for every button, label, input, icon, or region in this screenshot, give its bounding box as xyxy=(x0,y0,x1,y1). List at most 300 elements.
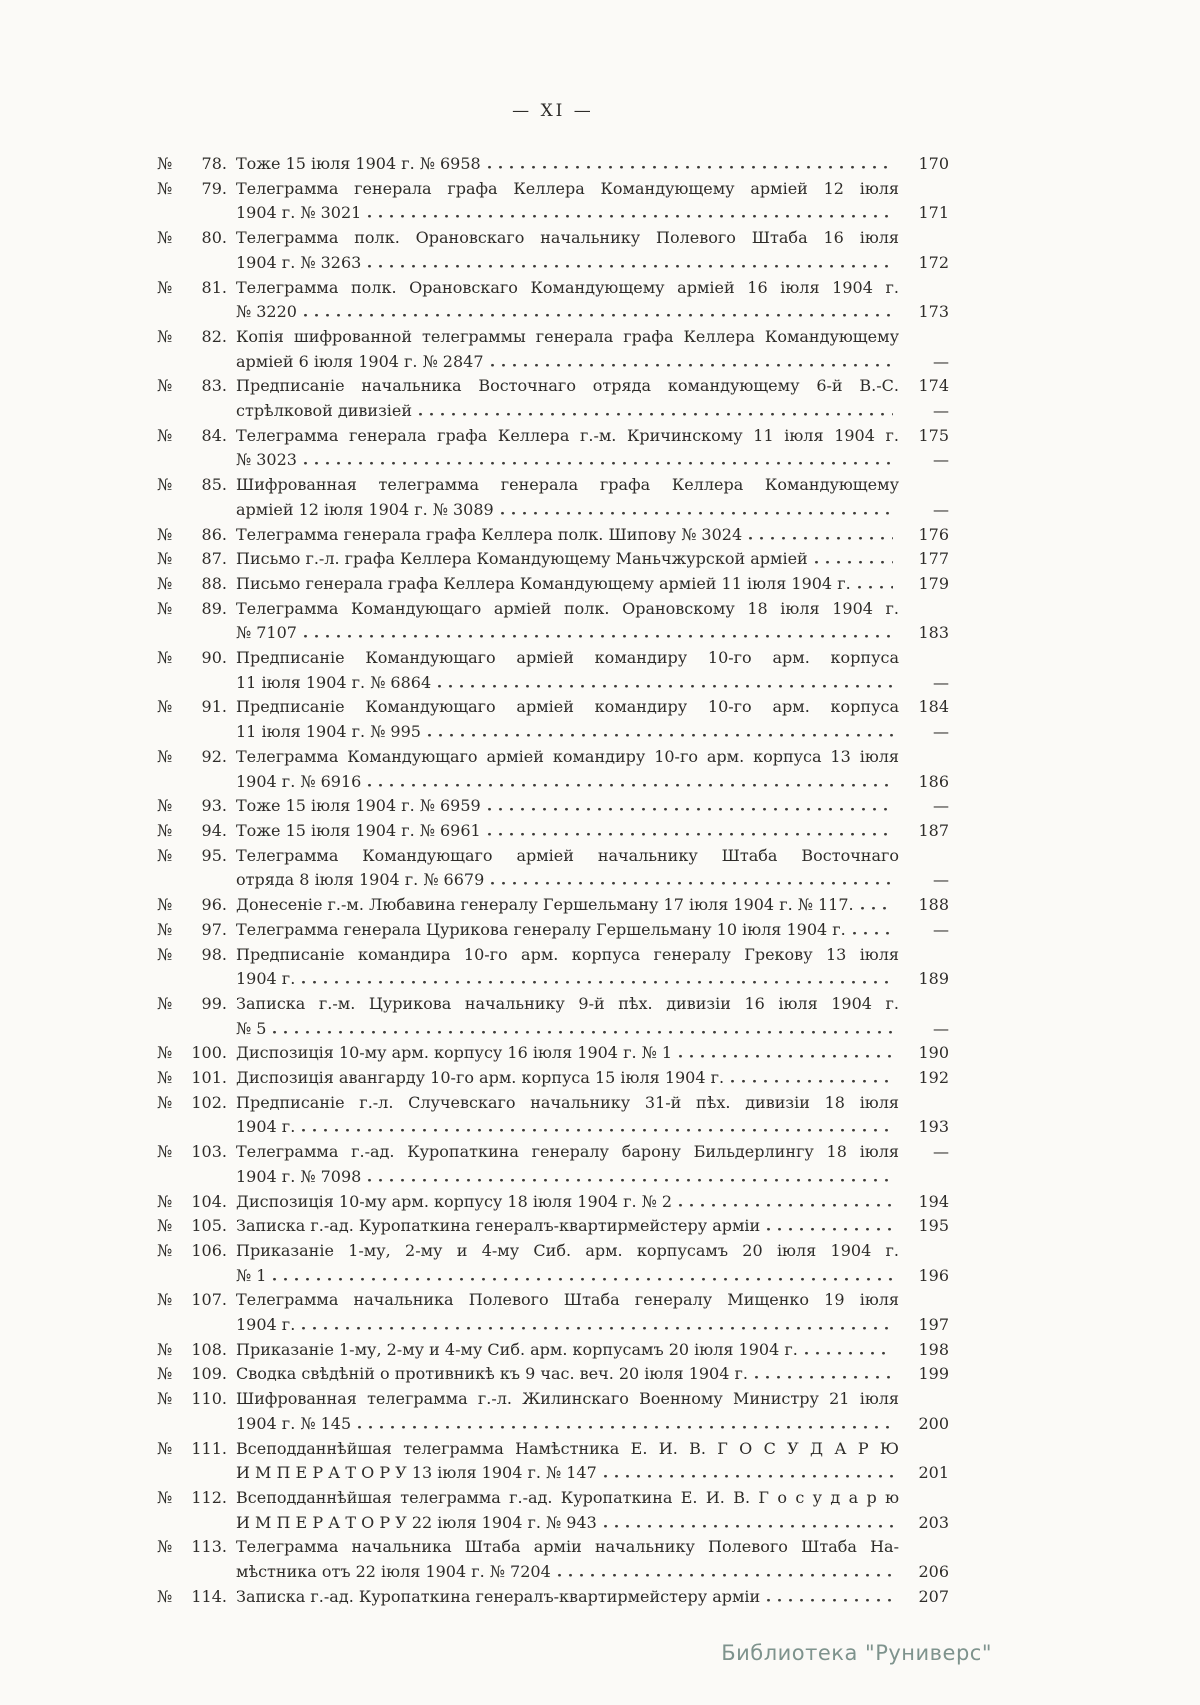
page-number: — xyxy=(933,499,949,519)
toc-line xyxy=(157,1115,949,1140)
toc-line xyxy=(157,967,949,992)
entry-number xyxy=(157,1437,227,1462)
dot-leader xyxy=(861,906,893,910)
entry-text: № 3023 xyxy=(236,450,297,470)
page-number: 186 xyxy=(918,771,949,791)
entry-text: арміей 12 іюля 1904 г. № 3089 xyxy=(236,499,494,519)
entry-text: Письмо генерала графа Келлера Командующему арміей 11 іюля 1904 г. xyxy=(236,573,851,593)
dot-leader xyxy=(273,1277,893,1281)
toc-line xyxy=(157,918,949,943)
entry-number xyxy=(157,1535,227,1560)
dot-leader xyxy=(488,832,893,836)
toc-entry xyxy=(157,177,949,226)
entry-text: Тоже 15 іюля 1904 г. № 6959 xyxy=(236,796,481,816)
entry-number xyxy=(157,276,227,301)
entry-number-value: 111. xyxy=(191,1438,227,1458)
entry-number xyxy=(157,547,227,572)
toc-entry xyxy=(157,745,949,794)
entry-text: Телеграмма генерала графа Келлера Командующему арміей 12 іюля xyxy=(236,178,899,198)
entry-number xyxy=(157,992,227,1017)
entry-number-value: 106. xyxy=(191,1240,227,1260)
page-number: 188 xyxy=(918,895,949,915)
entry-text: Диспозиція 10-му арм. корпусу 16 іюля 1904 г. № 1 xyxy=(236,1043,673,1063)
toc-line xyxy=(157,226,949,251)
dot-leader xyxy=(679,1203,893,1207)
entry-number-value: 112. xyxy=(191,1487,227,1507)
toc-line xyxy=(157,1041,949,1066)
numero-sign: № xyxy=(157,598,173,618)
toc-line xyxy=(157,646,949,671)
entry-number-value: 105. xyxy=(191,1216,227,1236)
entry-text: Предписаніе Командующаго арміей командиру 10-го арм. корпуса xyxy=(236,697,899,717)
entry-number-value: 97. xyxy=(201,919,227,939)
toc-line xyxy=(157,325,949,350)
page-number: 194 xyxy=(918,1191,949,1211)
entry-number xyxy=(157,325,227,350)
toc-line xyxy=(157,177,949,202)
entry-text: отряда 8 іюля 1904 г. № 6679 xyxy=(236,870,485,890)
entry-text: Телеграмма г.-ад. Куропаткина генералу барону Бильдерлингу 18 іюля xyxy=(236,1142,899,1162)
page-number: — xyxy=(933,722,949,742)
entry-number xyxy=(157,1091,227,1116)
entry-text: Диспозиція авангарду 10-го арм. корпуса 15 іюля 1904 г. xyxy=(236,1068,725,1088)
toc-entry xyxy=(157,276,949,325)
entry-number xyxy=(157,819,227,844)
entry-text: Письмо г.-л. графа Келлера Командующему Маньчжурской арміей xyxy=(236,549,808,569)
page-number: 173 xyxy=(918,302,949,322)
toc-entry xyxy=(157,597,949,646)
entry-number xyxy=(157,152,227,177)
entry-text: 1904 г. xyxy=(236,969,296,989)
entry-text: № 3220 xyxy=(236,302,297,322)
entry-text: Телеграмма генерала графа Келлера г.-м. Кричинскому 11 іюля 1904 г. xyxy=(236,425,899,445)
toc-line xyxy=(157,424,949,449)
page-number: 190 xyxy=(918,1043,949,1063)
toc-line xyxy=(157,1437,949,1462)
page-number: 175 xyxy=(918,425,949,445)
entry-text: Всеподданнѣйшая телеграмма Намѣстника Е. И. В. Г О С У Д А Р Ю xyxy=(236,1438,899,1458)
page-number: 200 xyxy=(918,1413,949,1433)
toc-line xyxy=(157,251,949,276)
dot-leader xyxy=(358,1425,893,1429)
entry-number xyxy=(157,745,227,770)
numero-sign: № xyxy=(157,1339,173,1359)
page-number: — xyxy=(933,1142,949,1162)
toc-entry xyxy=(157,1066,949,1091)
toc-line xyxy=(157,1313,949,1338)
toc-line xyxy=(157,498,949,523)
entry-text: Телеграмма Командующаго арміей полк. Орановскому 18 іюля 1904 г. xyxy=(236,598,899,618)
table-of-contents xyxy=(157,152,949,1609)
toc-line xyxy=(157,1412,949,1437)
entry-text: Записка г.-ад. Куропаткина генералъ-квартирмейстеру арміи xyxy=(236,1216,761,1236)
entry-text: 1904 г. № 6916 xyxy=(236,771,362,791)
dot-leader xyxy=(273,1030,893,1034)
dot-leader xyxy=(767,1227,893,1231)
dot-leader xyxy=(853,931,893,935)
entry-text: 11 іюля 1904 г. № 995 xyxy=(236,722,421,742)
toc-line xyxy=(157,720,949,745)
numero-sign: № xyxy=(157,154,173,173)
toc-line xyxy=(157,1017,949,1042)
page-number: 170 xyxy=(918,154,949,173)
dot-leader xyxy=(368,214,893,218)
numero-sign: № xyxy=(157,1240,173,1260)
entry-number xyxy=(157,893,227,918)
entry-text: № 1 xyxy=(236,1265,267,1285)
dot-leader xyxy=(858,585,893,589)
toc-line xyxy=(157,572,949,597)
dot-leader xyxy=(604,1474,893,1478)
toc-line xyxy=(157,1535,949,1560)
entry-number-value: 108. xyxy=(191,1339,227,1359)
page-number: 196 xyxy=(918,1265,949,1285)
entry-number-value: 101. xyxy=(191,1068,227,1088)
numero-sign: № xyxy=(157,475,173,495)
toc-line xyxy=(157,1239,949,1264)
entry-text: Тоже 15 іюля 1904 г. № 6958 xyxy=(236,154,481,173)
entry-number xyxy=(157,597,227,622)
page-number: 177 xyxy=(918,549,949,569)
entry-text: Предписаніе начальника Восточнаго отряда командующему 6-й В.-С. xyxy=(236,376,899,396)
page-number: 189 xyxy=(918,969,949,989)
numero-sign: № xyxy=(157,524,173,544)
entry-number-value: 103. xyxy=(191,1142,227,1162)
numero-sign: № xyxy=(157,1043,173,1063)
page-number: 199 xyxy=(918,1364,949,1384)
dot-leader xyxy=(767,1598,893,1602)
toc-entry xyxy=(157,1091,949,1140)
entry-number-value: 107. xyxy=(191,1290,227,1310)
entry-text: стрѣлковой дивизіей xyxy=(236,401,413,421)
entry-number-value: 89. xyxy=(201,598,227,618)
entry-number xyxy=(157,918,227,943)
entry-number xyxy=(157,226,227,251)
page-number: 201 xyxy=(918,1463,949,1483)
dot-leader xyxy=(755,1375,893,1379)
dot-leader xyxy=(304,461,893,465)
toc-line xyxy=(157,374,949,399)
entry-number-value: 95. xyxy=(201,845,227,865)
entry-text: Предписаніе Командующаго арміей командиру 10-го арм. корпуса xyxy=(236,648,899,668)
toc-entry xyxy=(157,1214,949,1239)
toc-line xyxy=(157,1066,949,1091)
dot-leader xyxy=(731,1079,893,1083)
toc-entry xyxy=(157,893,949,918)
toc-entry xyxy=(157,1041,949,1066)
entry-number xyxy=(157,1486,227,1511)
entry-text: Телеграмма полк. Орановскаго Командующему арміей 16 іюля 1904 г. xyxy=(236,277,899,297)
page-number: 203 xyxy=(918,1512,949,1532)
toc-line xyxy=(157,473,949,498)
toc-line xyxy=(157,1190,949,1215)
entry-number-value: 113. xyxy=(191,1537,227,1557)
entry-number xyxy=(157,1288,227,1313)
entry-number xyxy=(157,1041,227,1066)
page-number: 187 xyxy=(918,820,949,840)
dot-leader xyxy=(815,560,893,564)
numero-sign: № xyxy=(157,425,173,445)
entry-number xyxy=(157,1585,227,1610)
toc-line xyxy=(157,1091,949,1116)
numero-sign: № xyxy=(157,697,173,717)
dot-leader xyxy=(438,684,893,688)
entry-text: 11 іюля 1904 г. № 6864 xyxy=(236,672,432,692)
entry-text: мѣстника отъ 22 іюля 1904 г. № 7204 xyxy=(236,1562,551,1582)
numero-sign: № xyxy=(157,746,173,766)
entry-number xyxy=(157,1387,227,1412)
numero-sign: № xyxy=(157,1389,173,1409)
numero-sign: № xyxy=(157,1191,173,1211)
toc-entry xyxy=(157,794,949,819)
numero-sign: № xyxy=(157,944,173,964)
dot-leader xyxy=(304,313,893,317)
entry-number-value: 96. xyxy=(201,895,227,915)
page-number: 176 xyxy=(918,524,949,544)
page-number: 197 xyxy=(918,1315,949,1335)
page-number: 174 xyxy=(918,376,949,396)
numero-sign: № xyxy=(157,820,173,840)
entry-text: Телеграмма генерала графа Келлера полк. Шипову № 3024 xyxy=(236,524,743,544)
entry-number xyxy=(157,943,227,968)
entry-number xyxy=(157,695,227,720)
numero-sign: № xyxy=(157,573,173,593)
entry-text: 1904 г. № 3263 xyxy=(236,252,362,272)
toc-line xyxy=(157,1338,949,1363)
toc-entry xyxy=(157,1140,949,1189)
page-number: — xyxy=(933,919,949,939)
entry-text: Телеграмма начальника Полевого Штаба генералу Мищенко 19 іюля xyxy=(236,1290,899,1310)
toc-line xyxy=(157,992,949,1017)
entry-text: Диспозиція 10-му арм. корпусу 18 іюля 1904 г. № 2 xyxy=(236,1191,673,1211)
page-number: 184 xyxy=(918,697,949,717)
entry-number xyxy=(157,523,227,548)
page-number: 206 xyxy=(918,1562,949,1582)
numero-sign: № xyxy=(157,1068,173,1088)
toc-line xyxy=(157,1165,949,1190)
entry-number-value: 91. xyxy=(201,697,227,717)
page-number-header: — XI — xyxy=(512,101,594,121)
toc-line xyxy=(157,819,949,844)
entry-number-value: 102. xyxy=(191,1092,227,1112)
dot-leader xyxy=(368,264,893,268)
numero-sign: № xyxy=(157,1142,173,1162)
entry-number xyxy=(157,1214,227,1239)
numero-sign: № xyxy=(157,1364,173,1384)
entry-text: Телеграмма Командующаго арміей начальнику Штаба Восточнаго xyxy=(236,845,899,865)
toc-line xyxy=(157,597,949,622)
page-number: 207 xyxy=(918,1586,949,1606)
numero-sign: № xyxy=(157,1216,173,1236)
toc-line xyxy=(157,201,949,226)
page-number: 183 xyxy=(918,623,949,643)
toc-line xyxy=(157,399,949,424)
entry-number-value: 109. xyxy=(191,1364,227,1384)
entry-number-value: 94. xyxy=(201,820,227,840)
entry-text: 1904 г. xyxy=(236,1315,296,1335)
entry-number xyxy=(157,794,227,819)
toc-line xyxy=(157,350,949,375)
entry-number-value: 78. xyxy=(201,154,227,173)
toc-entry xyxy=(157,152,949,177)
entry-text: Копія шифрованной телеграммы генерала графа Келлера Командующему xyxy=(236,326,899,346)
entry-number xyxy=(157,1338,227,1363)
dot-leader xyxy=(419,412,893,416)
page-number: — xyxy=(933,672,949,692)
entry-text: Сводка свѣдѣній о противникѣ къ 9 час. веч. 20 іюля 1904 г. xyxy=(236,1364,748,1384)
page-number: — xyxy=(933,450,949,470)
entry-number xyxy=(157,374,227,399)
toc-line xyxy=(157,152,949,177)
entry-number-value: 88. xyxy=(201,573,227,593)
entry-number xyxy=(157,572,227,597)
toc-line xyxy=(157,844,949,869)
entry-text: арміей 6 іюля 1904 г. № 2847 xyxy=(236,351,484,371)
toc-line xyxy=(157,621,949,646)
numero-sign: № xyxy=(157,1487,173,1507)
toc-line xyxy=(157,1461,949,1486)
toc-line xyxy=(157,943,949,968)
toc-line xyxy=(157,1362,949,1387)
toc-entry xyxy=(157,1535,949,1584)
entry-text: Телеграмма начальника Штаба арміи начальнику Полевого Штаба На- xyxy=(236,1537,899,1557)
toc-entry xyxy=(157,695,949,744)
entry-text: Приказаніе 1-му, 2-му и 4-му Сиб. арм. корпусамъ 20 іюля 1904 г. xyxy=(236,1240,899,1260)
entry-text: Предписаніе г.-л. Случевскаго начальнику 31-й пѣх. дивизіи 18 іюля xyxy=(236,1092,899,1112)
dot-leader xyxy=(488,807,893,811)
entry-number-value: 83. xyxy=(201,376,227,396)
page-number: 195 xyxy=(918,1216,949,1236)
toc-entry xyxy=(157,572,949,597)
entry-number xyxy=(157,1362,227,1387)
entry-number-value: 114. xyxy=(191,1586,227,1606)
numero-sign: № xyxy=(157,845,173,865)
entry-number-value: 100. xyxy=(191,1043,227,1063)
toc-line xyxy=(157,671,949,696)
toc-entry xyxy=(157,473,949,522)
toc-line xyxy=(157,695,949,720)
toc-entry xyxy=(157,1338,949,1363)
entry-text: Телеграмма полк. Орановскаго начальнику Полевого Штаба 16 іюля xyxy=(236,228,899,248)
entry-number xyxy=(157,844,227,869)
numero-sign: № xyxy=(157,228,173,248)
numero-sign: № xyxy=(157,1586,173,1606)
toc-entry xyxy=(157,424,949,473)
toc-line xyxy=(157,448,949,473)
numero-sign: № xyxy=(157,1537,173,1557)
toc-line xyxy=(157,1585,949,1610)
entry-text: 1904 г. № 7098 xyxy=(236,1166,362,1186)
entry-number-value: 82. xyxy=(201,326,227,346)
numero-sign: № xyxy=(157,549,173,569)
numero-sign: № xyxy=(157,326,173,346)
toc-entry xyxy=(157,646,949,695)
entry-number-value: 80. xyxy=(201,228,227,248)
toc-entry xyxy=(157,523,949,548)
entry-number-value: 90. xyxy=(201,648,227,668)
page-number: 179 xyxy=(918,573,949,593)
toc-line xyxy=(157,523,949,548)
entry-text: Записка г.-м. Цурикова начальнику 9-й пѣх. дивизіи 16 іюля 1904 г. xyxy=(236,993,899,1013)
toc-line xyxy=(157,1264,949,1289)
entry-number xyxy=(157,646,227,671)
entry-text: Телеграмма Командующаго арміей командиру 10-го арм. корпуса 13 іюля xyxy=(236,746,899,766)
toc-line xyxy=(157,1486,949,1511)
page-number: 192 xyxy=(918,1068,949,1088)
dot-leader xyxy=(501,511,893,515)
numero-sign: № xyxy=(157,1290,173,1310)
dot-leader xyxy=(749,536,893,540)
entry-text: Шифрованная телеграмма г.-л. Жилинскаго Военному Министру 21 іюля xyxy=(236,1389,899,1409)
toc-line xyxy=(157,1511,949,1536)
entry-text: Телеграмма генерала Цурикова генералу Гершельману 10 іюля 1904 г. xyxy=(236,919,846,939)
entry-text: И М П Е Р А Т О Р У 22 іюля 1904 г. № 943 xyxy=(236,1512,597,1532)
numero-sign: № xyxy=(157,919,173,939)
page-number: — xyxy=(933,401,949,421)
toc-entry xyxy=(157,819,949,844)
page-number: 198 xyxy=(918,1339,949,1359)
entry-number-value: 85. xyxy=(201,475,227,495)
page-number: — xyxy=(933,870,949,890)
entry-number-value: 110. xyxy=(191,1389,227,1409)
entry-text: 1904 г. № 3021 xyxy=(236,203,362,223)
toc-line xyxy=(157,868,949,893)
page-number: 171 xyxy=(918,203,949,223)
toc-entry xyxy=(157,1239,949,1288)
toc-entry xyxy=(157,1288,949,1337)
dot-leader xyxy=(558,1573,893,1577)
entry-number xyxy=(157,1066,227,1091)
entry-text: Записка г.-ад. Куропаткина генералъ-квартирмейстеру арміи xyxy=(236,1586,761,1606)
toc-entry xyxy=(157,1585,949,1610)
entry-number-value: 86. xyxy=(201,524,227,544)
toc-line xyxy=(157,1214,949,1239)
dot-leader xyxy=(491,363,893,367)
entry-text: Всеподданнѣйшая телеграмма г.-ад. Куропаткина Е. И. В. Г о с у д а р ю xyxy=(236,1487,899,1507)
toc-line xyxy=(157,770,949,795)
toc-line xyxy=(157,1560,949,1585)
entry-number xyxy=(157,1140,227,1165)
numero-sign: № xyxy=(157,178,173,198)
entry-text: И М П Е Р А Т О Р У 13 іюля 1904 г. № 147 xyxy=(236,1463,597,1483)
toc-entry xyxy=(157,1362,949,1387)
toc-entry xyxy=(157,844,949,893)
toc-entry xyxy=(157,226,949,275)
entry-number-value: 93. xyxy=(201,796,227,816)
dot-leader xyxy=(368,1178,893,1182)
entry-number xyxy=(157,473,227,498)
toc-line xyxy=(157,794,949,819)
numero-sign: № xyxy=(157,1092,173,1112)
entry-text: Тоже 15 іюля 1904 г. № 6961 xyxy=(236,820,481,840)
numero-sign: № xyxy=(157,648,173,668)
toc-entry xyxy=(157,547,949,572)
toc-entry xyxy=(157,992,949,1041)
numero-sign: № xyxy=(157,277,173,297)
entry-text: 1904 г. xyxy=(236,1117,296,1137)
entry-number xyxy=(157,424,227,449)
dot-leader xyxy=(368,783,893,787)
entry-number-value: 98. xyxy=(201,944,227,964)
entry-number-value: 104. xyxy=(191,1191,227,1211)
entry-number xyxy=(157,1239,227,1264)
dot-leader xyxy=(302,1128,893,1132)
toc-line xyxy=(157,1288,949,1313)
entry-number-value: 84. xyxy=(201,425,227,445)
toc-entry xyxy=(157,1387,949,1436)
entry-number-value: 79. xyxy=(201,178,227,198)
entry-number-value: 92. xyxy=(201,746,227,766)
